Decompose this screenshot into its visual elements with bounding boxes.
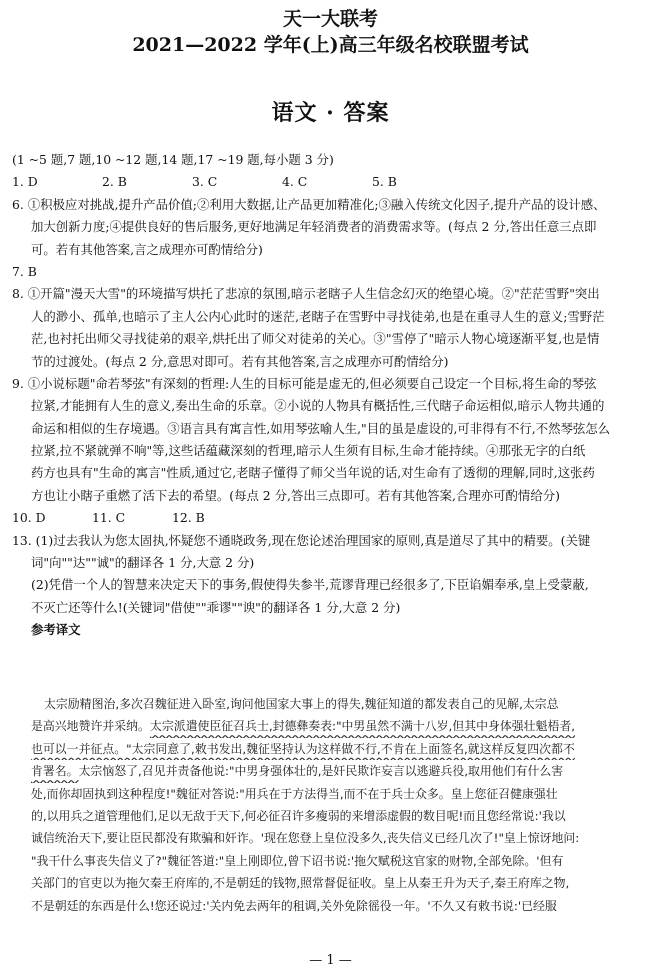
translation-line: 处,而你却固执到这种程度!"魏征对答说:"用兵在于方法得当,而不在于兵士众多。皇上您征召健康强壮: [31, 786, 558, 801]
answer-8-line: 茫,也衬托出师父寻找徒弟的艰辛,烘托出了师父对徒弟的关心。③"雪停了"暗示人物心境逐渐平复,也是情: [31, 331, 600, 347]
answer-3: 3. C: [192, 174, 218, 190]
answer-11: 11. C: [92, 510, 126, 526]
answer-8-line: 节的过渡处。(每点 2 分,意思对即可。若有其他答案,言之成理亦可酌情给分): [31, 353, 449, 369]
score-note: (1 ~5 题,7 题,10 ~12 题,14 题,17 ~19 题,每小题 3 分): [12, 152, 334, 167]
answer-body: [12, 149, 649, 642]
answer-13-1-line: 13. (1)过去我认为您太固执,怀疑您不通晓政务,现在您论述治理国家的原则,真是道尽了其中的精要。(关键: [12, 532, 591, 548]
answer-13-1-line: 词"向""达""诚"的翻译各 1 分,大意 2 分): [31, 555, 255, 571]
translation-line: 关部门的官吏以为拖欠秦王府库的,不是朝廷的钱物,照常督促征收。皇上从秦王升为天子,秦王府库之物,: [31, 876, 570, 891]
translation-line: [12, 760, 649, 782]
answer-13-2-line: (2)凭借一个人的智慧来决定天下的事务,假使得失参半,荒谬背理已经很多了,下臣谄媚奉承,皇上受蒙蔽,: [31, 577, 589, 593]
answer-6-line: 加大创新力度;④提供良好的售后服务,更好地满足年轻消费者的消费需求等。(每点 2 分,答出任意三点即: [31, 219, 597, 235]
answer-5: 5. B: [372, 174, 397, 190]
answer-9-line: 命运和相似的生存境遇。③语言具有寓言性,如用琴弦喻人生,"目的虽是虚设的,可非得有不行,不然琴弦怎么: [31, 420, 611, 436]
answer-6-line: 可。若有其他答案,言之成理亦可酌情给分): [31, 241, 263, 257]
answer-12: 12. B: [172, 510, 205, 526]
answer-10: 10. D: [12, 510, 46, 526]
answer-4: 4. C: [282, 174, 308, 190]
page-number: — 1 —: [309, 953, 352, 968]
answer-9-line: 方也让小瞎子重燃了活下去的希望。(每点 2 分,答出三点即可。若有其他答案,合理亦可酌情给分): [31, 487, 560, 503]
translation-line: "我干什么事丧失信义了?"魏征答道:"皇上刚即位,曾下诏书说:'拖欠赋税这官家的财物,全部免除。'但有: [31, 853, 564, 868]
underlined-sentence: 肯署名。: [31, 764, 79, 779]
answers-10-12: [12, 507, 649, 529]
answer-2: 2. B: [102, 174, 127, 190]
answer-1: 1. D: [12, 174, 38, 190]
answers-1-5: [12, 171, 649, 193]
translation-line: 不是朝廷的东西是什么!您还说过:'关内免去两年的租调,关外免除徭役一年。'不久又有敕书说:'已经服: [31, 898, 557, 913]
answer-7: 7. B: [12, 263, 37, 279]
org-title: 天一大联考: [282, 8, 378, 30]
answer-8-line: 8. ①开篇"漫天大雪"的环境描写烘托了悲凉的氛围,暗示老瞎子人生信念幻灭的绝望心境。②"茫茫雪野"突出: [12, 286, 600, 302]
answer-9-line: 9. ①小说标题"命若琴弦"有深刻的哲理:人生的目标可能是虚无的,但必须要自己设定一个目标,将生命的琴弦: [12, 375, 597, 391]
answer-6-line: 6. ①积极应对挑战,提升产品价值;②利用大数据,让产品更加精准化;③融入传统文化因子,提升产品的设计感、: [12, 196, 606, 212]
subject-title: 语文 · 答案: [271, 100, 390, 126]
translation-line: 太宗励精图治,多次召魏征进入卧室,询问他国家大事上的得失,魏征知道的都发表自己的见解,太宗总: [44, 697, 559, 711]
translation-text: 太宗恼怒了,召见并责备他说:"中男身强体壮的,是奸民欺诈妄言以逃避兵役,取用他们有什么害: [78, 764, 564, 779]
translation-line: 的,以用兵之道管理他们,足以无敌于天下,何必征召许多瘦弱的来增添虚假的数目呢!而且您经常说:'我以: [31, 808, 566, 823]
translation-title: 参考译文: [31, 622, 81, 638]
answer-13-2-line: 不灭亡还等什么!(关键词"借使""乖谬""谀"的翻译各 1 分,大意 2 分): [31, 599, 401, 615]
underlined-sentence: 也可以一并征点。"太宗同意了,敕书发出,魏征坚持认为这样做不行,不肯在上面签名,就这样反复四次都不: [31, 741, 575, 756]
reference-translation: [12, 693, 649, 917]
answer-8-line: 人的渺小、孤单,也暗示了主人公内心此时的迷茫,老瞎子在雪野中寻找徒弟,也是在重寻人生的意义;雪野茫: [31, 308, 605, 324]
translation-line: [12, 738, 649, 760]
exam-title: 2021—2022 学年(上)高三年级名校联盟考试: [132, 34, 529, 56]
translation-line: [12, 715, 649, 737]
answer-9-line: 拉紧,拉不紧就弹不响"等,这些话蕴藏深刻的哲理,暗示人生须有目标,生命才能持续。④那张无字的白纸: [31, 443, 586, 459]
translation-text: 是高兴地赞许并采纳。: [31, 719, 150, 734]
answer-9-line: 药方也具有"生命的寓言"性质,通过它,老瞎子懂得了师父当年说的话,对生命有了透彻的理解,同时,这张药: [31, 465, 595, 481]
translation-line: 诚信统治天下,要让臣民都没有欺骗和奸诈。'现在您登上皇位没多久,丧失信义已经几次了!"皇上惊讶地问:: [31, 831, 580, 846]
underlined-sentence: 太宗派遣使臣征召兵士,封德彝奏表:"中男虽然不满十八岁,但其中身体强壮魁梧者,: [149, 719, 576, 734]
answer-9-line: 拉紧,才能拥有人生的意义,奏出生命的乐章。②小说的人物具有概括性,三代瞎子命运相似,暗示人物共通的: [31, 398, 605, 414]
